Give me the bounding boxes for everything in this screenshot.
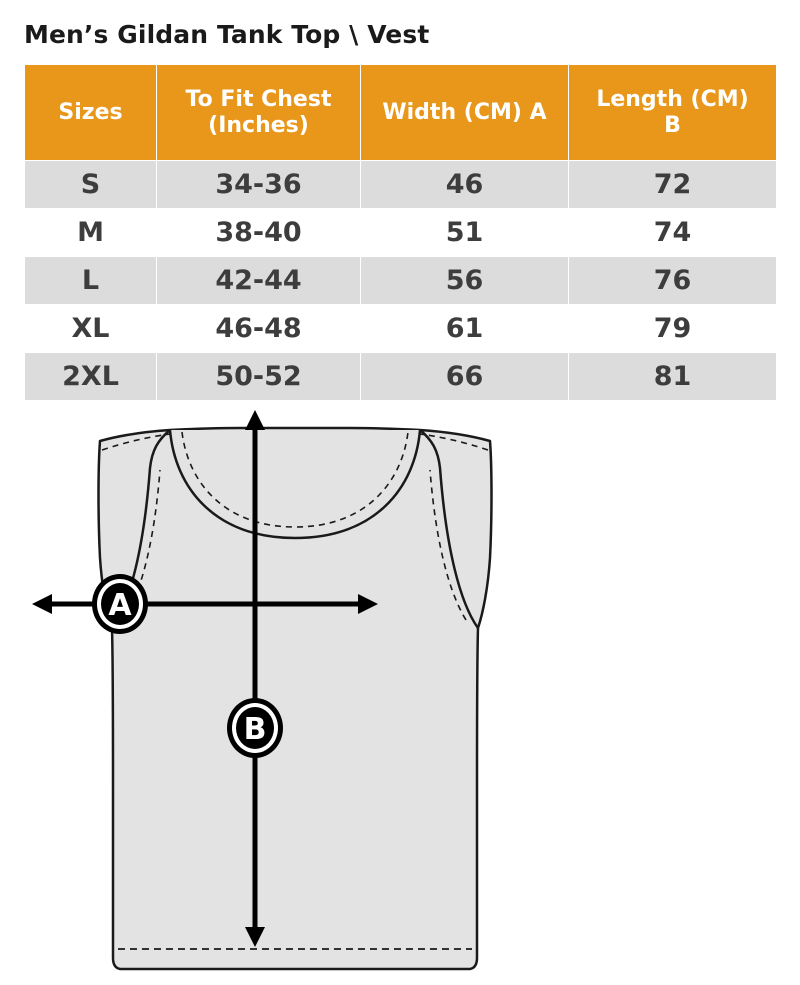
cell-width: 46	[361, 161, 569, 209]
column-header-chest-line1: To Fit Chest	[185, 87, 332, 113]
cell-length: 79	[569, 305, 777, 353]
garment-diagram	[0, 408, 800, 985]
column-header-length-line1: Length (CM)	[596, 87, 749, 113]
cell-chest: 38-40	[157, 209, 361, 257]
cell-chest: 42-44	[157, 257, 361, 305]
table-header	[25, 65, 777, 161]
width-label-badge	[92, 574, 148, 634]
cell-width: 61	[361, 305, 569, 353]
column-header-width: Width (CM) A	[361, 65, 569, 161]
cell-size: M	[25, 209, 157, 257]
table-row	[25, 161, 777, 209]
cell-chest: 46-48	[157, 305, 361, 353]
cell-length: 72	[569, 161, 777, 209]
tank-top-outline	[99, 428, 492, 969]
table-header-row	[25, 65, 777, 161]
column-header-length	[569, 65, 777, 161]
column-header-chest	[157, 65, 361, 161]
table-row	[25, 305, 777, 353]
cell-length: 74	[569, 209, 777, 257]
cell-chest: 34-36	[157, 161, 361, 209]
cell-size: S	[25, 161, 157, 209]
page-title: Men’s Gildan Tank Top \ Vest	[24, 20, 430, 49]
width-label-text: A	[108, 588, 132, 623]
column-header-chest-line2: (Inches)	[208, 112, 309, 138]
cell-length: 81	[569, 353, 777, 401]
table-body	[25, 161, 777, 401]
table-row	[25, 209, 777, 257]
cell-length: 76	[569, 257, 777, 305]
column-header-length-line2: B	[664, 112, 681, 138]
cell-width: 56	[361, 257, 569, 305]
cell-chest: 50-52	[157, 353, 361, 401]
cell-size: XL	[25, 305, 157, 353]
cell-size: 2XL	[25, 353, 157, 401]
column-header-sizes: Sizes	[25, 65, 157, 161]
cell-width: 51	[361, 209, 569, 257]
size-chart-table	[24, 64, 777, 401]
table-row	[25, 257, 777, 305]
length-label-badge	[227, 698, 283, 758]
length-label-text: B	[243, 712, 267, 747]
cell-width: 66	[361, 353, 569, 401]
cell-size: L	[25, 257, 157, 305]
table-row	[25, 353, 777, 401]
